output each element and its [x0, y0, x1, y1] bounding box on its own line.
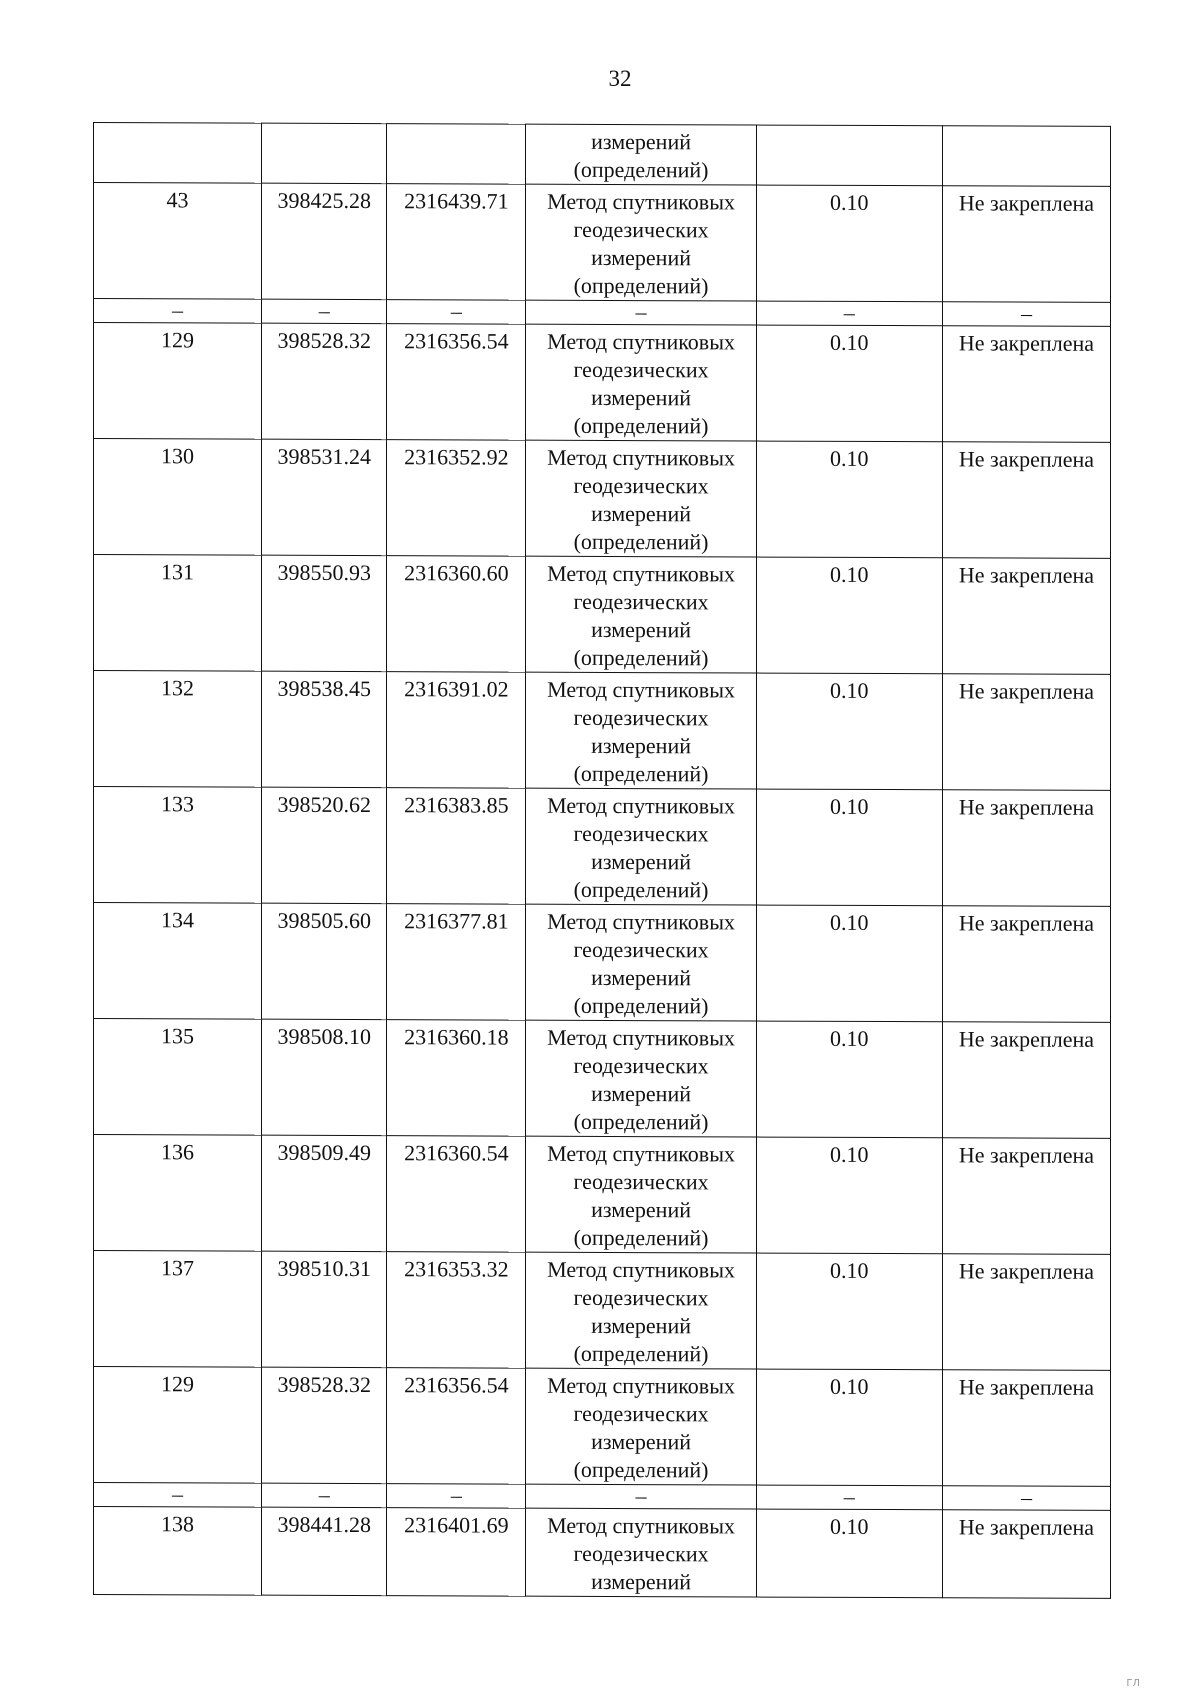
method-line: (определений)	[573, 992, 709, 1019]
cell-y: 2316391.02	[387, 672, 526, 789]
cell-x: 398550.93	[262, 555, 387, 671]
cell-x: 398425.28	[262, 183, 387, 299]
method-line: измерений	[591, 1312, 692, 1339]
method-line: Метод спутниковых	[547, 676, 735, 703]
cell-y: 2316352.92	[387, 440, 526, 557]
cell-error: 0.10	[756, 1509, 942, 1598]
cell-mark: Не закреплена	[942, 1370, 1110, 1487]
cell-x: 398538.45	[262, 671, 387, 787]
table-row	[94, 1135, 1111, 1255]
method-line: Метод спутниковых	[547, 1140, 735, 1167]
method-line: измерений	[591, 244, 692, 271]
cell-point-number: 129	[94, 1367, 262, 1484]
cell-mark: Не закреплена	[942, 674, 1110, 791]
method-line: измерений	[591, 848, 692, 875]
cell-error: 0.10	[756, 1369, 942, 1486]
method-line: геодезических	[573, 1284, 709, 1311]
method-line: измерений	[591, 1196, 692, 1223]
cell-method	[526, 1368, 756, 1485]
method-line: геодезических	[573, 1400, 709, 1427]
cell-dash: –	[756, 301, 942, 326]
method-line: геодезических	[573, 936, 709, 963]
cell-error: 0.10	[756, 1137, 942, 1254]
method-line: геодезических	[573, 356, 709, 383]
cell-error	[756, 125, 942, 186]
cell-y: 2316401.69	[387, 1508, 526, 1597]
method-line: геодезических	[573, 1168, 709, 1195]
cell-dash: –	[94, 1483, 262, 1508]
method-line: геодезических	[573, 704, 709, 731]
cell-dash: –	[526, 300, 756, 325]
footer-mark: ГЛ	[1126, 1678, 1140, 1689]
method-line: измерений	[591, 500, 692, 527]
table-row	[94, 671, 1111, 791]
cell-y: 2316356.54	[387, 324, 526, 441]
cell-y	[387, 124, 526, 185]
table-row-continuation	[94, 123, 1111, 187]
cell-method	[526, 1020, 756, 1137]
cell-x: 398509.49	[262, 1135, 387, 1251]
cell-method	[526, 1136, 756, 1253]
method-line: Метод спутниковых	[547, 328, 735, 355]
cell-mark: Не закреплена	[942, 186, 1110, 303]
cell-point-number: 136	[94, 1135, 262, 1252]
method-line: измерений	[591, 384, 692, 411]
cell-x: 398528.32	[262, 1367, 387, 1483]
cell-error: 0.10	[756, 1021, 942, 1138]
cell-x: 398531.24	[262, 439, 387, 555]
method-line: Метод спутниковых	[547, 1372, 735, 1399]
page-number: 32	[608, 66, 632, 91]
method-line: геодезических	[573, 588, 709, 615]
method-line: (определений)	[573, 1224, 709, 1251]
coordinates-table-body	[94, 123, 1111, 1599]
cell-method	[526, 124, 756, 185]
cell-error: 0.10	[756, 441, 942, 558]
method-line: измерений	[591, 1568, 692, 1595]
cell-y: 2316383.85	[387, 788, 526, 905]
cell-mark: Не закреплена	[942, 326, 1110, 443]
cell-method	[526, 1252, 756, 1369]
cell-method	[526, 672, 756, 789]
cell-point-number: 43	[94, 183, 262, 300]
cell-mark: Не закреплена	[942, 1510, 1110, 1599]
cell-point-number	[94, 123, 262, 184]
table-row	[94, 1367, 1111, 1487]
table-row	[94, 183, 1111, 303]
cell-y: 2316356.54	[387, 1368, 526, 1485]
cell-y: 2316360.54	[387, 1136, 526, 1253]
method-line: Метод спутниковых	[547, 908, 735, 935]
cell-dash: –	[387, 1484, 526, 1509]
cell-dash: –	[387, 300, 526, 325]
cell-method	[526, 788, 756, 905]
method-line: (определений)	[573, 760, 709, 787]
cell-dash: –	[942, 1486, 1110, 1511]
cell-error: 0.10	[756, 185, 942, 302]
cell-method	[526, 1508, 756, 1597]
cell-point-number: 130	[94, 439, 262, 556]
method-line: Метод спутниковых	[547, 560, 735, 587]
cell-dash: –	[262, 299, 387, 323]
cell-point-number: 132	[94, 671, 262, 788]
coordinates-table	[93, 122, 1111, 1599]
cell-mark: Не закреплена	[942, 558, 1110, 675]
table-row	[94, 323, 1111, 443]
cell-method	[526, 440, 756, 557]
cell-mark: Не закреплена	[942, 1022, 1110, 1139]
cell-dash: –	[526, 1484, 756, 1509]
cell-point-number: 134	[94, 903, 262, 1020]
cell-method	[526, 324, 756, 441]
cell-dash: –	[262, 1483, 387, 1507]
method-line: Метод спутниковых	[547, 792, 735, 819]
cell-mark: Не закреплена	[942, 906, 1110, 1023]
cell-y: 2316360.60	[387, 556, 526, 673]
table-row	[94, 439, 1111, 559]
cell-error: 0.10	[756, 1253, 942, 1370]
cell-error: 0.10	[756, 557, 942, 674]
method-line: Метод спутниковых	[547, 1512, 735, 1539]
cell-error: 0.10	[756, 905, 942, 1022]
cell-x	[262, 123, 387, 183]
table-row	[94, 555, 1111, 675]
method-line: измерений	[591, 1080, 692, 1107]
method-line: (определений)	[573, 156, 709, 183]
cell-method	[526, 904, 756, 1021]
cell-method	[526, 556, 756, 673]
table-row	[94, 1507, 1111, 1599]
cell-point-number: 138	[94, 1507, 262, 1596]
method-line: (определений)	[573, 412, 709, 439]
cell-x: 398528.32	[262, 323, 387, 439]
cell-mark: Не закреплена	[942, 1138, 1110, 1255]
method-line: (определений)	[573, 1340, 709, 1367]
cell-method	[526, 184, 756, 301]
method-line: (определений)	[573, 528, 709, 555]
cell-error: 0.10	[756, 673, 942, 790]
method-line: (определений)	[573, 1108, 709, 1135]
cell-error: 0.10	[756, 325, 942, 442]
cell-point-number: 135	[94, 1019, 262, 1136]
cell-mark: Не закреплена	[942, 442, 1110, 559]
cell-point-number: 129	[94, 323, 262, 440]
method-line: геодезических	[573, 1540, 709, 1567]
cell-mark	[942, 126, 1110, 187]
method-line: геодезических	[573, 1052, 709, 1079]
cell-dash: –	[94, 299, 262, 324]
method-line: геодезических	[573, 472, 709, 499]
method-line: измерений	[591, 732, 692, 759]
cell-x: 398441.28	[262, 1507, 387, 1595]
method-line: геодезических	[573, 216, 709, 243]
method-line: (определений)	[573, 876, 709, 903]
method-line: (определений)	[573, 644, 709, 671]
method-line: Метод спутниковых	[547, 444, 735, 471]
cell-x: 398505.60	[262, 903, 387, 1019]
cell-x: 398510.31	[262, 1251, 387, 1367]
method-line: (определений)	[573, 1456, 709, 1483]
method-line: измерений	[591, 964, 692, 991]
method-line: измерений	[591, 1428, 692, 1455]
method-line: Метод спутниковых	[547, 1024, 735, 1051]
table-row	[94, 1251, 1111, 1371]
cell-error: 0.10	[756, 789, 942, 906]
cell-x: 398520.62	[262, 787, 387, 903]
cell-point-number: 137	[94, 1251, 262, 1368]
cell-y: 2316439.71	[387, 184, 526, 301]
cell-point-number: 131	[94, 555, 262, 672]
table-row	[94, 903, 1111, 1023]
cell-mark: Не закреплена	[942, 790, 1110, 907]
method-line: измерений	[591, 616, 692, 643]
cell-dash: –	[942, 302, 1110, 327]
cell-y: 2316377.81	[387, 904, 526, 1021]
method-line: Метод спутниковых	[547, 188, 735, 215]
cell-point-number: 133	[94, 787, 262, 904]
method-line: геодезических	[573, 820, 709, 847]
method-line: Метод спутниковых	[547, 1256, 735, 1283]
method-line: измерений	[591, 128, 692, 155]
table-row	[94, 787, 1111, 907]
cell-y: 2316353.32	[387, 1252, 526, 1369]
cell-y: 2316360.18	[387, 1020, 526, 1137]
table-row	[94, 1019, 1111, 1139]
cell-mark: Не закреплена	[942, 1254, 1110, 1371]
method-line: (определений)	[573, 272, 709, 299]
cell-dash: –	[756, 1485, 942, 1510]
cell-x: 398508.10	[262, 1019, 387, 1135]
